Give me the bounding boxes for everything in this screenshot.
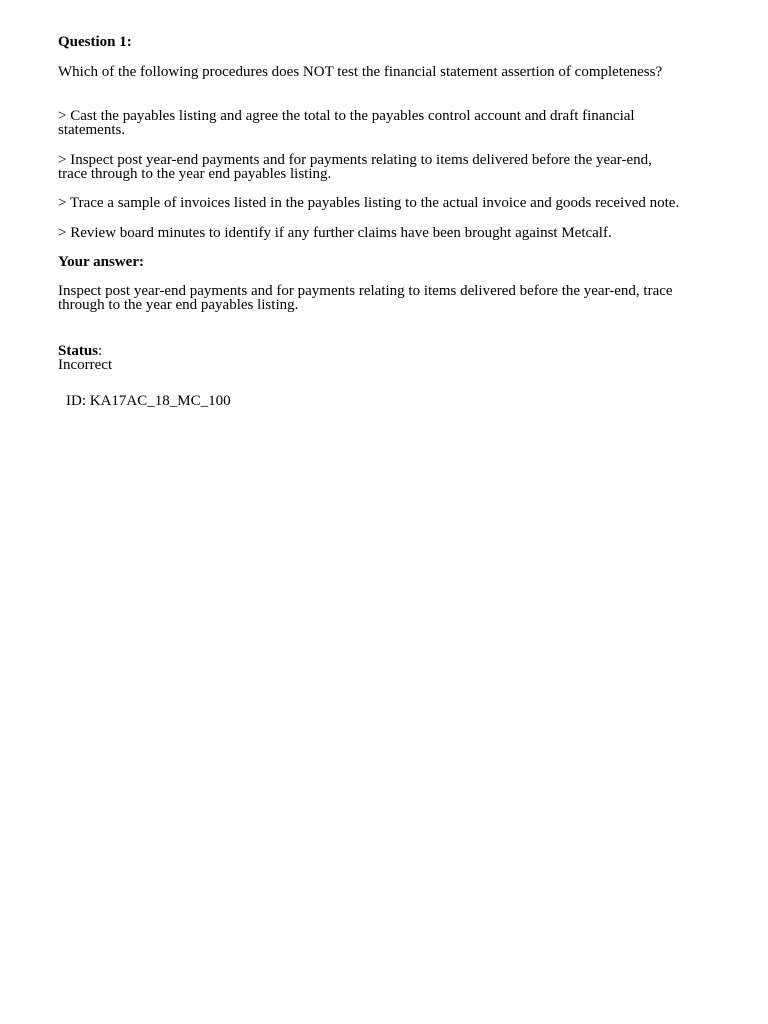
question-heading: Question 1: — [58, 34, 132, 50]
option-text-line: trace through to the year end payables listing. — [58, 166, 332, 182]
option-text-line: statements. — [58, 122, 126, 138]
status-label-row — [58, 344, 102, 358]
question-prompt: Which of the following procedures does NOT test the financial statement assertion of completeness? — [58, 64, 663, 80]
status-value: Incorrect — [58, 357, 113, 373]
answer-text-line: Inspect post year-end payments and for payments relating to items delivered before the year-end, trace — [58, 283, 673, 299]
status-colon: : — [98, 343, 103, 359]
option-text-line: > Review board minutes to identify if any further claims have been brought against Metcalf. — [58, 225, 612, 241]
your-answer-label: Your answer: — [58, 254, 144, 270]
answer-text-line: through to the year end payables listing. — [58, 297, 299, 313]
status-label: Status — [58, 343, 99, 359]
option-text-line: > Trace a sample of invoices listed in the payables listing to the actual invoice and goods received note. — [58, 195, 680, 211]
option-text-line: > Inspect post year-end payments and for payments relating to items delivered before the year-end, — [58, 152, 652, 168]
option-text-line: > Cast the payables listing and agree the total to the payables control account and draft financial — [58, 108, 635, 124]
question-id: ID: KA17AC_18_MC_100 — [66, 393, 231, 409]
